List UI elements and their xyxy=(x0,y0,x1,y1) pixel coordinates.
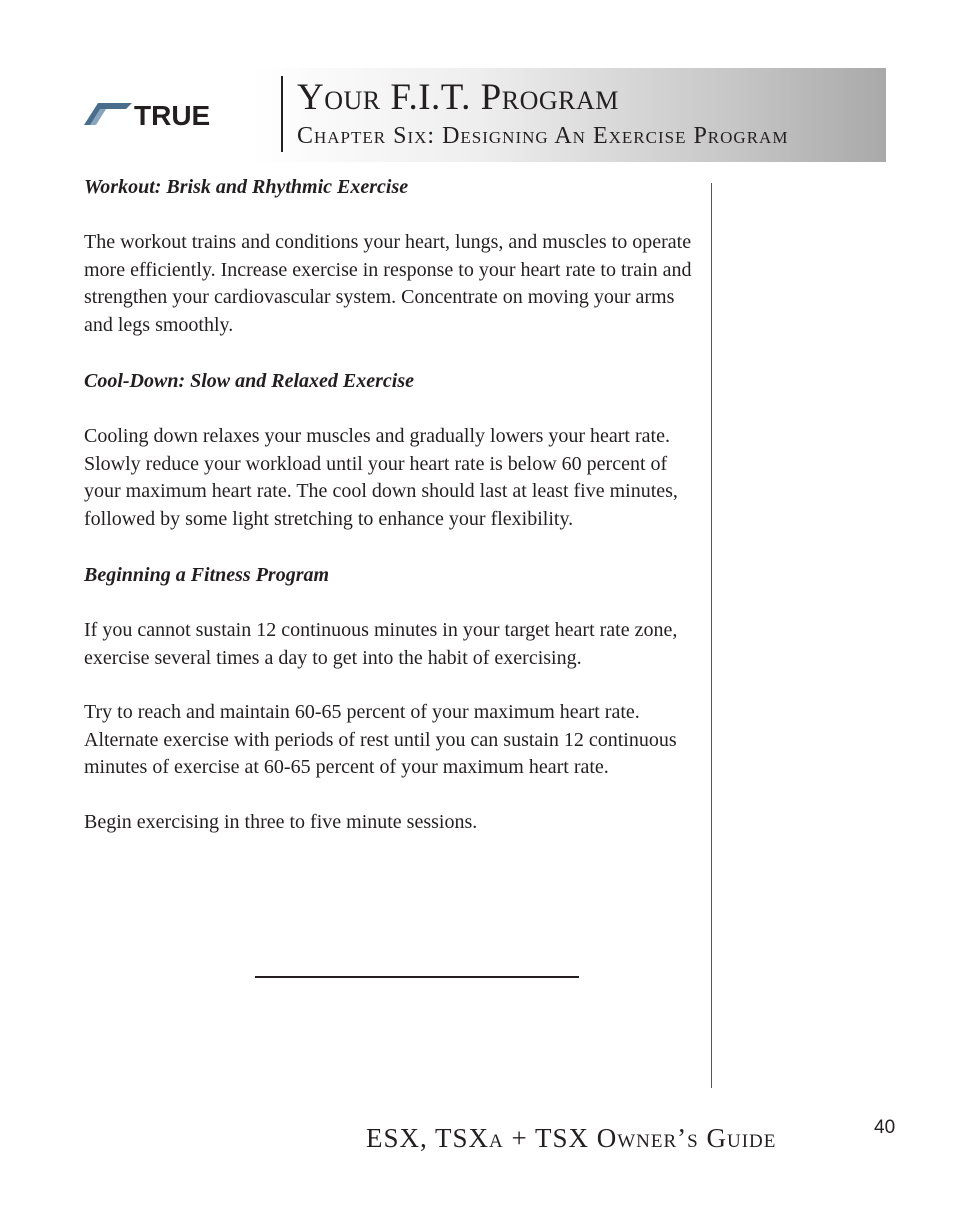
paragraph-beginning-1: If you cannot sustain 12 continuous minutes in your target heart rate zone, exercise several times a day to get into the habit of exercising. xyxy=(84,619,678,669)
section-heading-workout: Workout: Brisk and Rhythmic Exercise xyxy=(84,176,409,198)
section-heading-beginning: Beginning a Fitness Program xyxy=(84,564,330,586)
header-divider xyxy=(281,76,283,152)
true-logo xyxy=(84,103,254,129)
paragraph-cool-down: Cooling down relaxes your muscles and gradually lowers your heart rate. Slowly reduce your workload until your heart rate is below 60 percent of your maximum heart rate. The cool down should last at least five minutes, followed by some light stretching to enhance your flexibility. xyxy=(84,425,678,530)
paragraph-beginning-2: Try to reach and maintain 60-65 percent of your maximum heart rate. Alternate exercise with periods of rest until you can sustain 12 continuous minutes of exercise at 60-65 percent of your maximum heart rate. xyxy=(84,701,677,778)
guide-title: ESX, TSXa + TSX Owner’s Guide xyxy=(366,1123,777,1153)
section-end-rule xyxy=(255,976,579,978)
margin-rule xyxy=(711,183,712,1088)
page-number: 40 xyxy=(874,1117,896,1138)
paragraph-beginning-3: Begin exercising in three to five minute sessions. xyxy=(84,810,478,833)
page-title: Your F.I.T. Program xyxy=(297,77,619,118)
main-content xyxy=(84,172,699,836)
paragraph-workout: The workout trains and conditions your heart, lungs, and muscles to operate more efficiently. Increase exercise in response to your heart rate to train and strengthen your cardiovascular system. Concentrate on moving your arms and legs smoothly. xyxy=(84,231,692,336)
chapter-subtitle: Chapter Six: Designing An Exercise Program xyxy=(297,123,789,149)
logo-wordmark: TRUE xyxy=(134,103,211,129)
section-heading-cool-down: Cool-Down: Slow and Relaxed Exercise xyxy=(84,370,415,392)
